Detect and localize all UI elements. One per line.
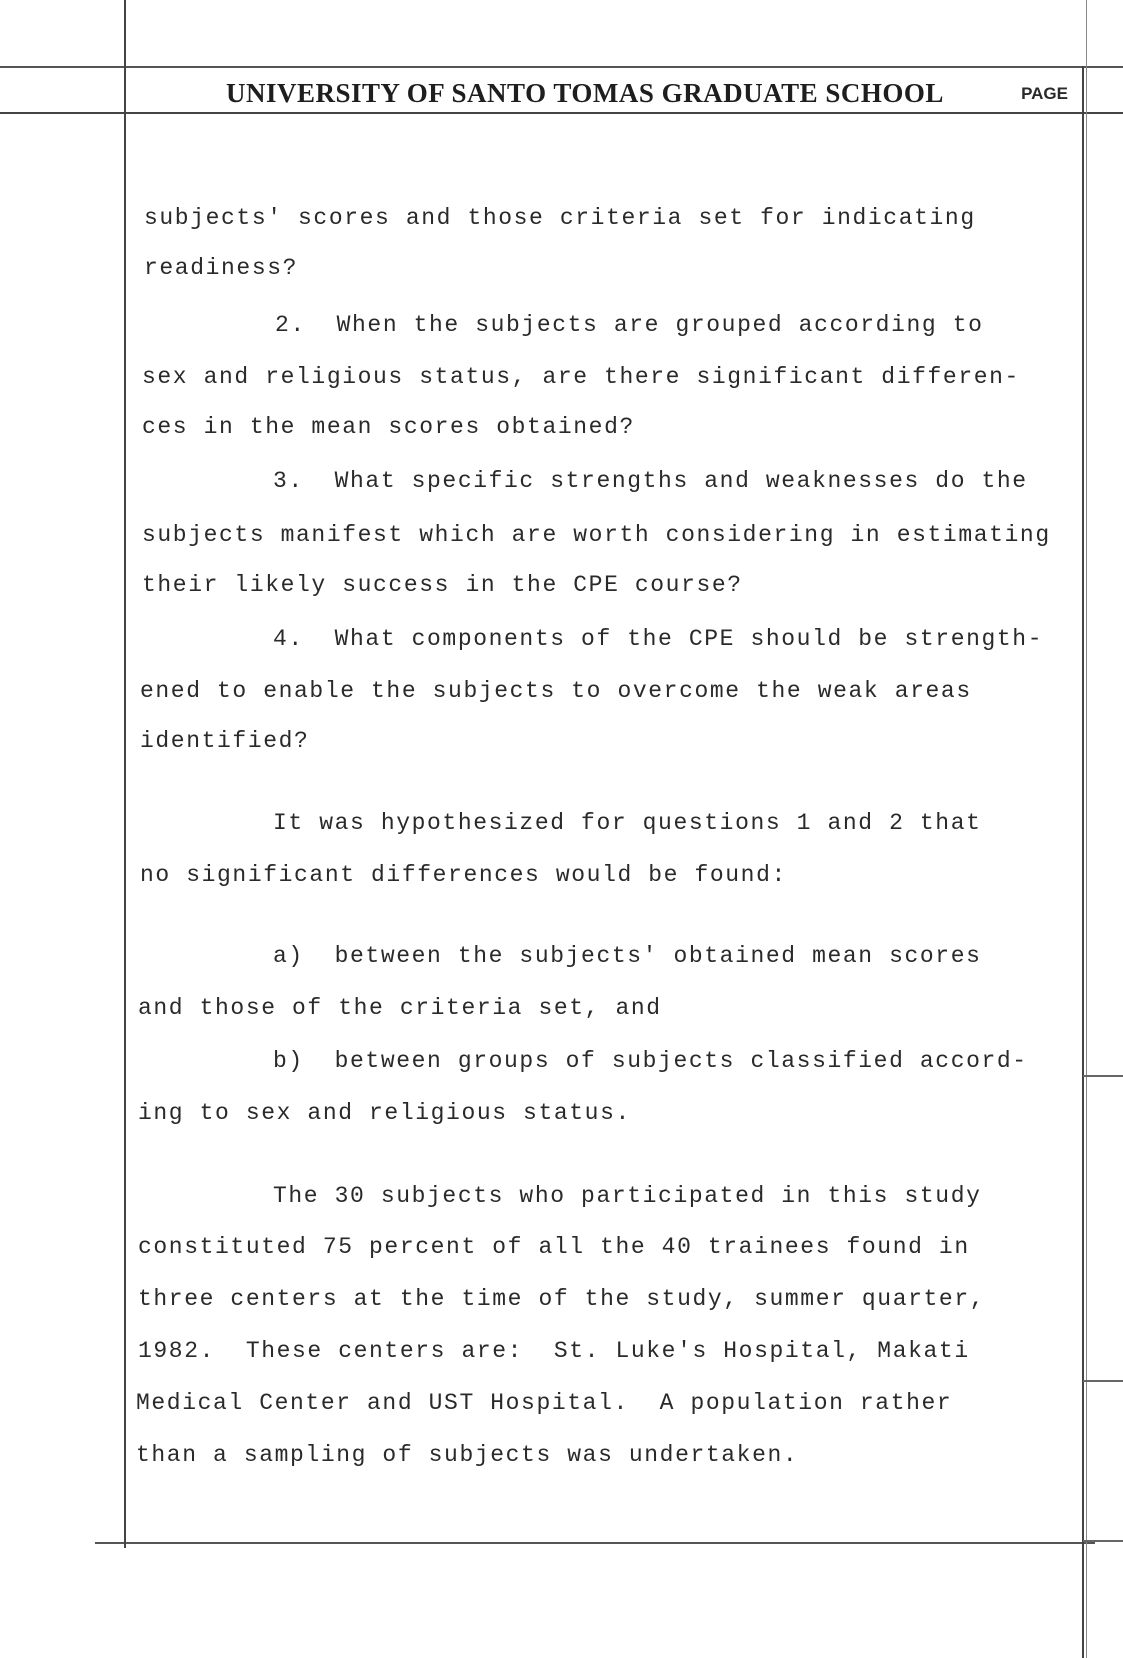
margin-tick xyxy=(1083,1540,1123,1542)
text-line: 2. When the subjects are grouped according to xyxy=(275,312,984,338)
header-rule xyxy=(0,112,1123,114)
left-margin-rule xyxy=(124,0,126,1548)
page-label: PAGE xyxy=(1021,84,1068,103)
text-line: ened to enable the subjects to overcome the weak areas xyxy=(140,678,972,704)
text-line: identified? xyxy=(140,728,310,754)
text-line: 3. What specific strengths and weaknesses do the xyxy=(273,468,1028,494)
text-line: ing to sex and religious status. xyxy=(138,1100,631,1126)
text-line: It was hypothesized for questions 1 and 2 that xyxy=(273,810,982,836)
text-line: ces in the mean scores obtained? xyxy=(142,414,635,440)
text-line: a) between the subjects' obtained mean scores xyxy=(273,943,982,969)
text-line: 4. What components of the CPE should be strength- xyxy=(273,626,1044,652)
right-edge-rule xyxy=(1086,0,1087,1658)
school-name: UNIVERSITY OF SANTO TOMAS GRADUATE SCHOOL xyxy=(226,78,944,108)
text-line: The 30 subjects who participated in this study xyxy=(273,1183,982,1209)
text-line: readiness? xyxy=(144,255,299,281)
text-line: sex and religious status, are there significant differen- xyxy=(142,364,1020,390)
text-line: their likely success in the CPE course? xyxy=(142,572,743,598)
text-line: Medical Center and UST Hospital. A population rather xyxy=(136,1390,953,1416)
text-line: subjects' scores and those criteria set for indicating xyxy=(144,205,976,231)
text-line: subjects manifest which are worth considering in estimating xyxy=(142,522,1051,548)
text-line: constituted 75 percent of all the 40 trainees found in xyxy=(138,1234,970,1260)
right-margin-rule xyxy=(1082,66,1084,1658)
text-line: three centers at the time of the study, summer quarter, xyxy=(138,1286,986,1312)
margin-tick xyxy=(1083,1380,1123,1382)
margin-tick xyxy=(1083,1075,1123,1077)
text-line: than a sampling of subjects was undertaken. xyxy=(136,1442,799,1468)
top-rule xyxy=(0,66,1123,68)
text-line: b) between groups of subjects classified accord- xyxy=(273,1048,1028,1074)
page-header xyxy=(126,72,1082,112)
text-line: and those of the criteria set, and xyxy=(138,995,662,1021)
text-line: 1982. These centers are: St. Luke's Hospital, Makati xyxy=(138,1338,970,1364)
bottom-rule xyxy=(95,1542,1095,1544)
text-line: no significant differences would be found: xyxy=(140,862,787,888)
